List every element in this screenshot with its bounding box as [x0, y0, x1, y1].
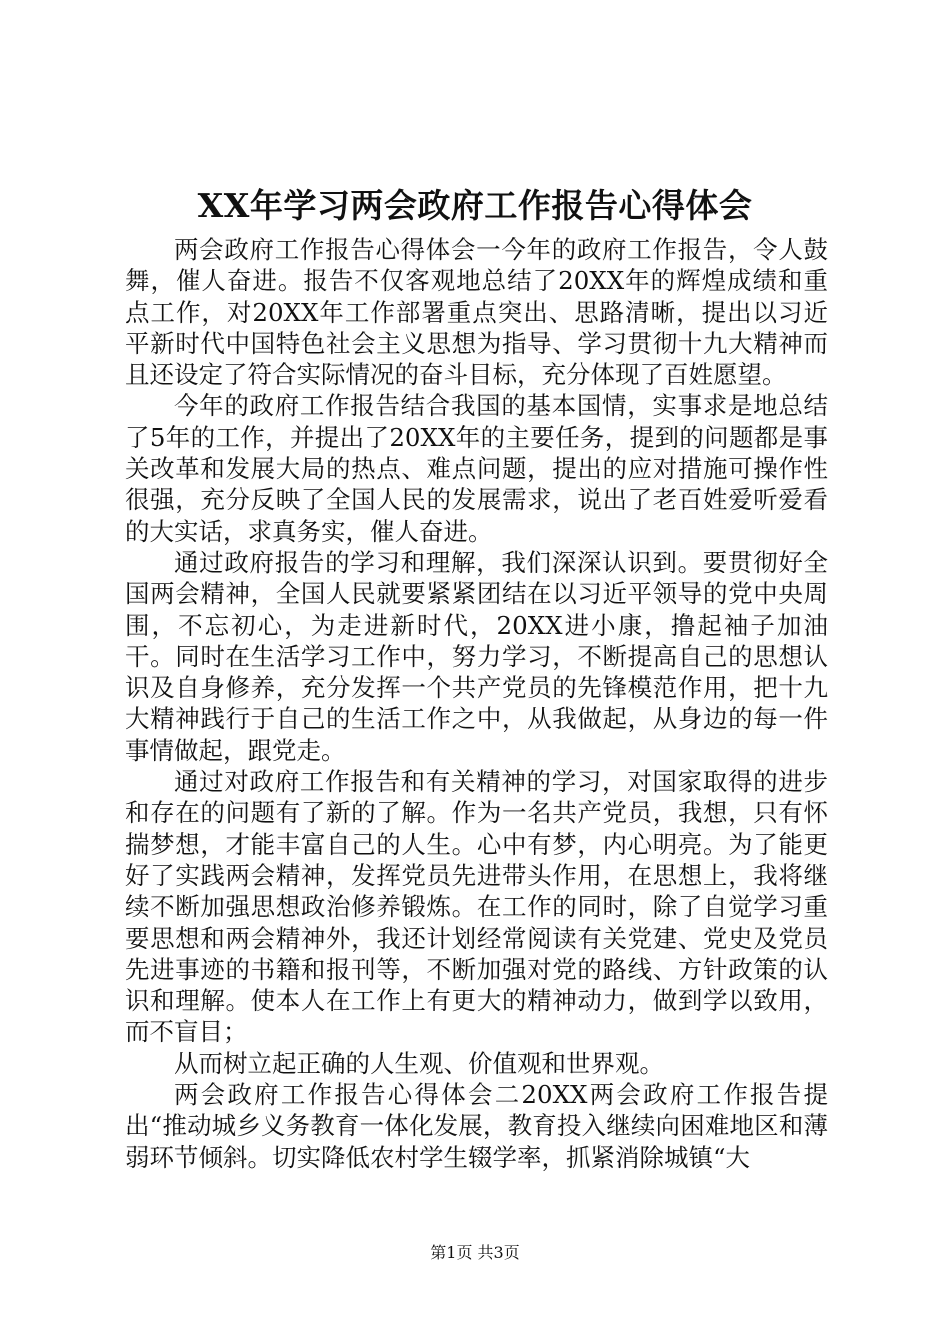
document-body [125, 234, 828, 1173]
paragraph: 今年的政府工作报告结合我国的基本国情，实事求是地总结了5年的工作，并提出了20XX年的主要任务，提到的问题都是事关改革和发展大局的热点、难点问题，提出的应对措施可操作性很强，充分反映了全国人民的发展需求，说出了老百姓爱听爱看的大实话，求真务实，催人奋进。 [125, 391, 828, 546]
paragraph: 两会政府工作报告心得体会二20XX两会政府工作报告提出“推动城乡义务教育一体化发展，教育投入继续向困难地区和薄弱环节倾斜。切实降低农村学生辍学率，抓紧消除城镇“大 [125, 1080, 828, 1172]
paragraph: 两会政府工作报告心得体会一今年的政府工作报告，令人鼓舞，催人奋进。报告不仅客观地总结了20XX年的辉煌成绩和重点工作，对20XX年工作部署重点突出、思路清晰，提出以习近平新时代中国特色社会主义思想为指导、学习贯彻十九大精神而且还设定了符合实际情况的奋斗目标，充分体现了百姓愿望。 [125, 235, 828, 390]
document-title: XX年学习两会政府工作报告心得体会 [197, 186, 753, 225]
paragraph: 从而树立起正确的人生观、价值观和世界观。 [174, 1048, 664, 1078]
paragraph: 通过对政府工作报告和有关精神的学习，对国家取得的进步和存在的问题有了新的了解。作为一名共产党员，我想，只有怀揣梦想，才能丰富自己的人生。心中有梦，内心明亮。为了能更好了实践两会精神，发挥党员先进带头作用，在思想上，我将继续不断加强思想政治修养锻炼。在工作的同时，除了自觉学习重要思想和两会精神外，我还计划经常阅读有关党建、党史及党员先进事迹的书籍和报刊等，不断加强对党的路线、方针政策的认识和理解。使本人在工作上有更大的精神动力，做到学以致用，而不盲目； [125, 767, 828, 1047]
paragraph: 通过政府报告的学习和理解，我们深深认识到。要贯彻好全国两会精神，全国人民就要紧紧团结在以习近平领导的党中央周围，不忘初心，为走进新时代，20XX进小康，撸起袖子加油干。同时在生活学习工作中，努力学习，不断提高自己的思想认识及自身修养，充分发挥一个共产党员的先锋模范作用，把十九大精神践行于自己的生活工作之中，从我做起，从身边的每一件事情做起，跟党走。 [125, 547, 828, 765]
page-footer: 第1页 共3页 [430, 1243, 520, 1262]
